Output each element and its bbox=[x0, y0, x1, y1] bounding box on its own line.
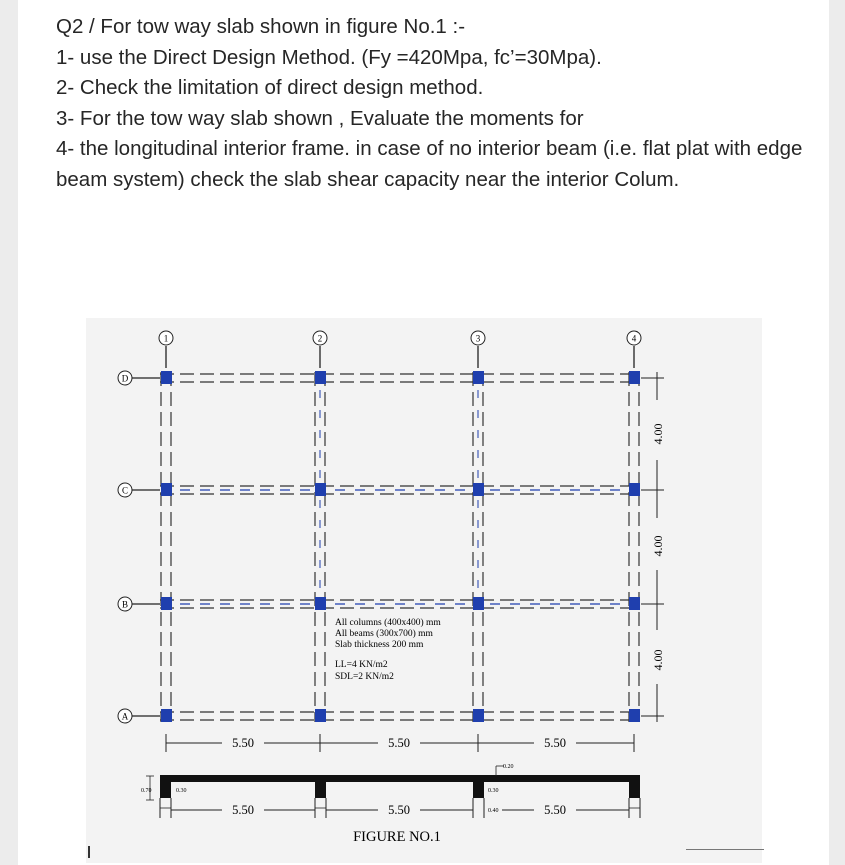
section-labels bbox=[141, 764, 514, 814]
vertical-beam-blue-accents bbox=[320, 390, 478, 595]
page-edge-mark bbox=[88, 846, 90, 858]
axis-label-B: B bbox=[121, 599, 129, 610]
axis-label-2: 2 bbox=[317, 333, 323, 344]
question-item-2: 2- Check the limitation of direct design method. bbox=[56, 76, 484, 99]
section-label-edge-width: 0.30 bbox=[176, 788, 187, 794]
axis-label-C: C bbox=[121, 485, 129, 496]
dim-vertical-2: 4.00 bbox=[651, 535, 665, 557]
column-axis-markers bbox=[159, 331, 641, 368]
axis-label-1: 1 bbox=[163, 333, 169, 344]
figure-caption: FIGURE NO.1 bbox=[353, 829, 441, 845]
question-item-1: 1- use the Direct Design Method. (Fy =420Mpa, fc’=30Mpa). bbox=[56, 45, 602, 69]
note-dead-load: SDL=2 KN/m2 bbox=[335, 672, 394, 682]
note-beams: All beams (300x700) mm bbox=[335, 629, 433, 639]
axis-label-D: D bbox=[121, 373, 129, 384]
question-item-3: 3- For the tow way slab shown , Evaluate the moments for bbox=[56, 106, 584, 130]
section-label-slab: 0.20 bbox=[503, 764, 514, 770]
axis-label-4: 4 bbox=[631, 333, 637, 344]
question-item-4: 4- the longitudinal interior frame. in case of no interior beam (i.e. flat plat with edge beam system) check the slab shear capacity near the interior Colum. bbox=[56, 137, 803, 191]
note-live-load: LL=4 KN/m2 bbox=[335, 660, 388, 670]
section-label-column: 0.40 bbox=[488, 808, 499, 814]
horizontal-beams bbox=[160, 374, 640, 720]
dim-vertical-1: 4.00 bbox=[651, 423, 665, 445]
dim-plan-bay-1: 5.50 bbox=[232, 736, 254, 750]
dim-plan-bay-3: 5.50 bbox=[544, 736, 566, 750]
design-notes bbox=[335, 617, 441, 682]
axis-label-3: 3 bbox=[475, 333, 481, 344]
columns bbox=[161, 371, 640, 722]
page-bottom-rule bbox=[686, 849, 764, 850]
section-label-height: 0.70 bbox=[141, 788, 152, 794]
question-title: Q2 / For tow way slab shown in figure No.1 :- bbox=[56, 15, 466, 38]
horizontal-beam-blue-accents bbox=[180, 490, 625, 604]
axis-label-A: A bbox=[121, 711, 129, 722]
dim-section-bay-1: 5.50 bbox=[232, 803, 254, 817]
dim-section-bay-3: 5.50 bbox=[544, 803, 566, 817]
vertical-beams bbox=[161, 372, 639, 722]
row-axis-markers bbox=[118, 371, 160, 723]
dim-plan-bay-2: 5.50 bbox=[388, 736, 410, 750]
note-columns: All columns (400x400) mm bbox=[335, 618, 441, 628]
note-slab: Slab thickness 200 mm bbox=[335, 640, 424, 650]
dim-section-bay-2: 5.50 bbox=[388, 803, 410, 817]
dim-vertical-3: 4.00 bbox=[651, 649, 665, 671]
section-label-beam-width: 0.30 bbox=[488, 788, 499, 794]
